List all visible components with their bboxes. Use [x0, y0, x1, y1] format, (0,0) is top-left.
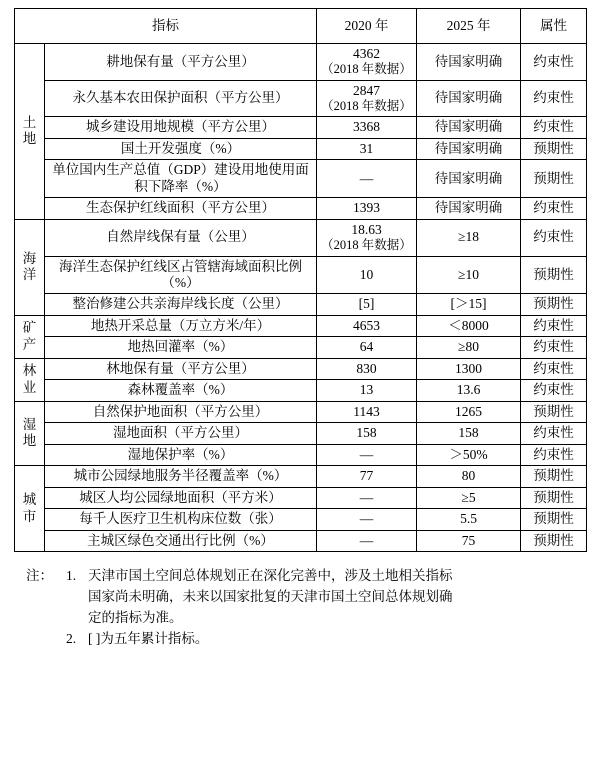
value-2025-cell: 5.5 — [417, 509, 521, 530]
value-2020-cell: — — [317, 487, 417, 508]
value-2025-cell: 80 — [417, 466, 521, 487]
table-row — [15, 487, 587, 508]
indicator-name-cell: 森林覆盖率（%） — [45, 380, 317, 401]
table-row — [15, 466, 587, 487]
table-row — [15, 44, 587, 81]
value-2025-cell: ≥5 — [417, 487, 521, 508]
table-row — [15, 509, 587, 530]
table-row — [15, 80, 587, 117]
table-row — [15, 256, 587, 294]
table-row — [15, 160, 587, 198]
category-cell: 林 业 — [15, 358, 45, 401]
indicator-name-cell: 生态保护红线面积（平方公里） — [45, 198, 317, 219]
value-2020-cell: 158 — [317, 423, 417, 444]
attribute-cell: 约束性 — [521, 80, 587, 117]
attribute-cell: 预期性 — [521, 466, 587, 487]
value-2025-cell: 13.6 — [417, 380, 521, 401]
table-header-row — [15, 9, 587, 44]
value-2025-cell: ≥80 — [417, 337, 521, 358]
note-item-1 — [66, 566, 586, 629]
header-year-2025: 2025 年 — [417, 9, 521, 44]
value-2020-cell: — — [317, 509, 417, 530]
value-2020-cell: 2847 （2018 年数据） — [317, 80, 417, 117]
table-row — [15, 219, 587, 256]
attribute-cell: 预期性 — [521, 487, 587, 508]
attribute-cell: 约束性 — [521, 315, 587, 336]
indicator-name-cell: 整治修建公共亲海岸线长度（公里） — [45, 294, 317, 315]
attribute-cell: 预期性 — [521, 294, 587, 315]
category-cell: 城 市 — [15, 466, 45, 552]
table-body — [15, 44, 587, 552]
table-row — [15, 294, 587, 315]
value-2025-cell: 待国家明确 — [417, 160, 521, 198]
value-2025-cell: ＜8000 — [417, 315, 521, 336]
indicator-name-cell: 自然岸线保有量（公里） — [45, 219, 317, 256]
value-2025-cell: 待国家明确 — [417, 117, 521, 138]
indicator-name-cell: 耕地保有量（平方公里） — [45, 44, 317, 81]
indicator-name-cell: 城区人均公园绿地面积（平方米） — [45, 487, 317, 508]
value-2025-cell: 待国家明确 — [417, 80, 521, 117]
value-2020-cell: 10 — [317, 256, 417, 294]
value-2025-cell: 待国家明确 — [417, 198, 521, 219]
indicator-name-cell: 地热开采总量（万立方米/年） — [45, 315, 317, 336]
indicator-name-cell: 每千人医疗卫生机构床位数（张） — [45, 509, 317, 530]
indicator-name-cell: 湿地保护率（%） — [45, 444, 317, 465]
table-notes — [14, 566, 586, 650]
value-2020-cell: 13 — [317, 380, 417, 401]
value-2020-cell: 18.63 （2018 年数据） — [317, 219, 417, 256]
header-year-2020: 2020 年 — [317, 9, 417, 44]
note-item-2 — [66, 629, 586, 650]
indicator-table — [14, 8, 587, 552]
value-2025-cell: 1265 — [417, 401, 521, 422]
value-2025-cell: 1300 — [417, 358, 521, 379]
table-row — [15, 198, 587, 219]
value-2020-cell: 4362 （2018 年数据） — [317, 44, 417, 81]
table-row — [15, 315, 587, 336]
attribute-cell: 预期性 — [521, 401, 587, 422]
table-row — [15, 358, 587, 379]
value-2025-cell: 75 — [417, 530, 521, 551]
header-attribute: 属性 — [521, 9, 587, 44]
note-text-1-line-2: 国家尚未明确，未来以国家批复的天津市国土空间总体规划确 — [88, 588, 453, 604]
attribute-cell: 约束性 — [521, 337, 587, 358]
note-number-2: 2. — [66, 630, 77, 646]
value-2025-cell: ≥18 — [417, 219, 521, 256]
attribute-cell: 约束性 — [521, 380, 587, 401]
indicator-name-cell: 城乡建设用地规模（平方公里） — [45, 117, 317, 138]
value-2020-cell: 830 — [317, 358, 417, 379]
indicator-name-cell: 永久基本农田保护面积（平方公里） — [45, 80, 317, 117]
indicator-name-cell: 单位国内生产总值（GDP）建设用地使用面积下降率（%） — [45, 160, 317, 198]
value-2025-cell: [＞15] — [417, 294, 521, 315]
table-row — [15, 401, 587, 422]
category-cell: 矿 产 — [15, 315, 45, 358]
value-2020-cell: 64 — [317, 337, 417, 358]
attribute-cell: 预期性 — [521, 509, 587, 530]
value-2020-cell: 4653 — [317, 315, 417, 336]
attribute-cell: 预期性 — [521, 256, 587, 294]
value-2020-cell: — — [317, 444, 417, 465]
value-2020-cell: — — [317, 530, 417, 551]
category-cell: 湿 地 — [15, 401, 45, 465]
attribute-cell: 约束性 — [521, 44, 587, 81]
table-header — [15, 9, 587, 44]
attribute-cell: 约束性 — [521, 198, 587, 219]
category-cell: 土 地 — [15, 44, 45, 220]
value-2020-cell: 77 — [317, 466, 417, 487]
note-text-1-line-3: 定的指标为准。 — [88, 609, 183, 625]
value-2020-cell: — — [317, 160, 417, 198]
value-2020-cell: 3368 — [317, 117, 417, 138]
value-2025-cell: 158 — [417, 423, 521, 444]
table-row — [15, 117, 587, 138]
attribute-cell: 约束性 — [521, 423, 587, 444]
table-row — [15, 423, 587, 444]
value-2025-cell: ＞50% — [417, 444, 521, 465]
table-row — [15, 444, 587, 465]
indicator-name-cell: 海洋生态保护红线区占管辖海域面积比例（%） — [45, 256, 317, 294]
notes-label: 注： — [26, 568, 53, 584]
attribute-cell: 约束性 — [521, 444, 587, 465]
attribute-cell: 预期性 — [521, 530, 587, 551]
table-row — [15, 380, 587, 401]
header-indicator: 指标 — [15, 9, 317, 44]
attribute-cell: 预期性 — [521, 160, 587, 198]
table-row — [15, 337, 587, 358]
attribute-cell: 约束性 — [521, 358, 587, 379]
indicator-name-cell: 主城区绿色交通出行比例（%） — [45, 530, 317, 551]
note-text-2-line-1: [ ]为五年累计指标。 — [88, 630, 209, 646]
value-2025-cell: 待国家明确 — [417, 44, 521, 81]
value-2025-cell: ≥10 — [417, 256, 521, 294]
indicator-name-cell: 城市公园绿地服务半径覆盖率（%） — [45, 466, 317, 487]
indicator-name-cell: 国土开发强度（%） — [45, 138, 317, 159]
indicator-name-cell: 湿地面积（平方公里） — [45, 423, 317, 444]
value-2020-cell: [5] — [317, 294, 417, 315]
note-number-1: 1. — [66, 568, 77, 584]
category-cell: 海 洋 — [15, 219, 45, 315]
table-row — [15, 138, 587, 159]
attribute-cell: 约束性 — [521, 117, 587, 138]
attribute-cell: 约束性 — [521, 219, 587, 256]
note-text-1-line-1: 天津市国土空间总体规划正在深化完善中，涉及土地相关指标 — [88, 568, 453, 584]
indicator-name-cell: 林地保有量（平方公里） — [45, 358, 317, 379]
indicator-name-cell: 自然保护地面积（平方公里） — [45, 401, 317, 422]
table-row — [15, 530, 587, 551]
indicator-name-cell: 地热回灌率（%） — [45, 337, 317, 358]
value-2020-cell: 1143 — [317, 401, 417, 422]
value-2020-cell: 31 — [317, 138, 417, 159]
attribute-cell: 预期性 — [521, 138, 587, 159]
value-2020-cell: 1393 — [317, 198, 417, 219]
value-2025-cell: 待国家明确 — [417, 138, 521, 159]
